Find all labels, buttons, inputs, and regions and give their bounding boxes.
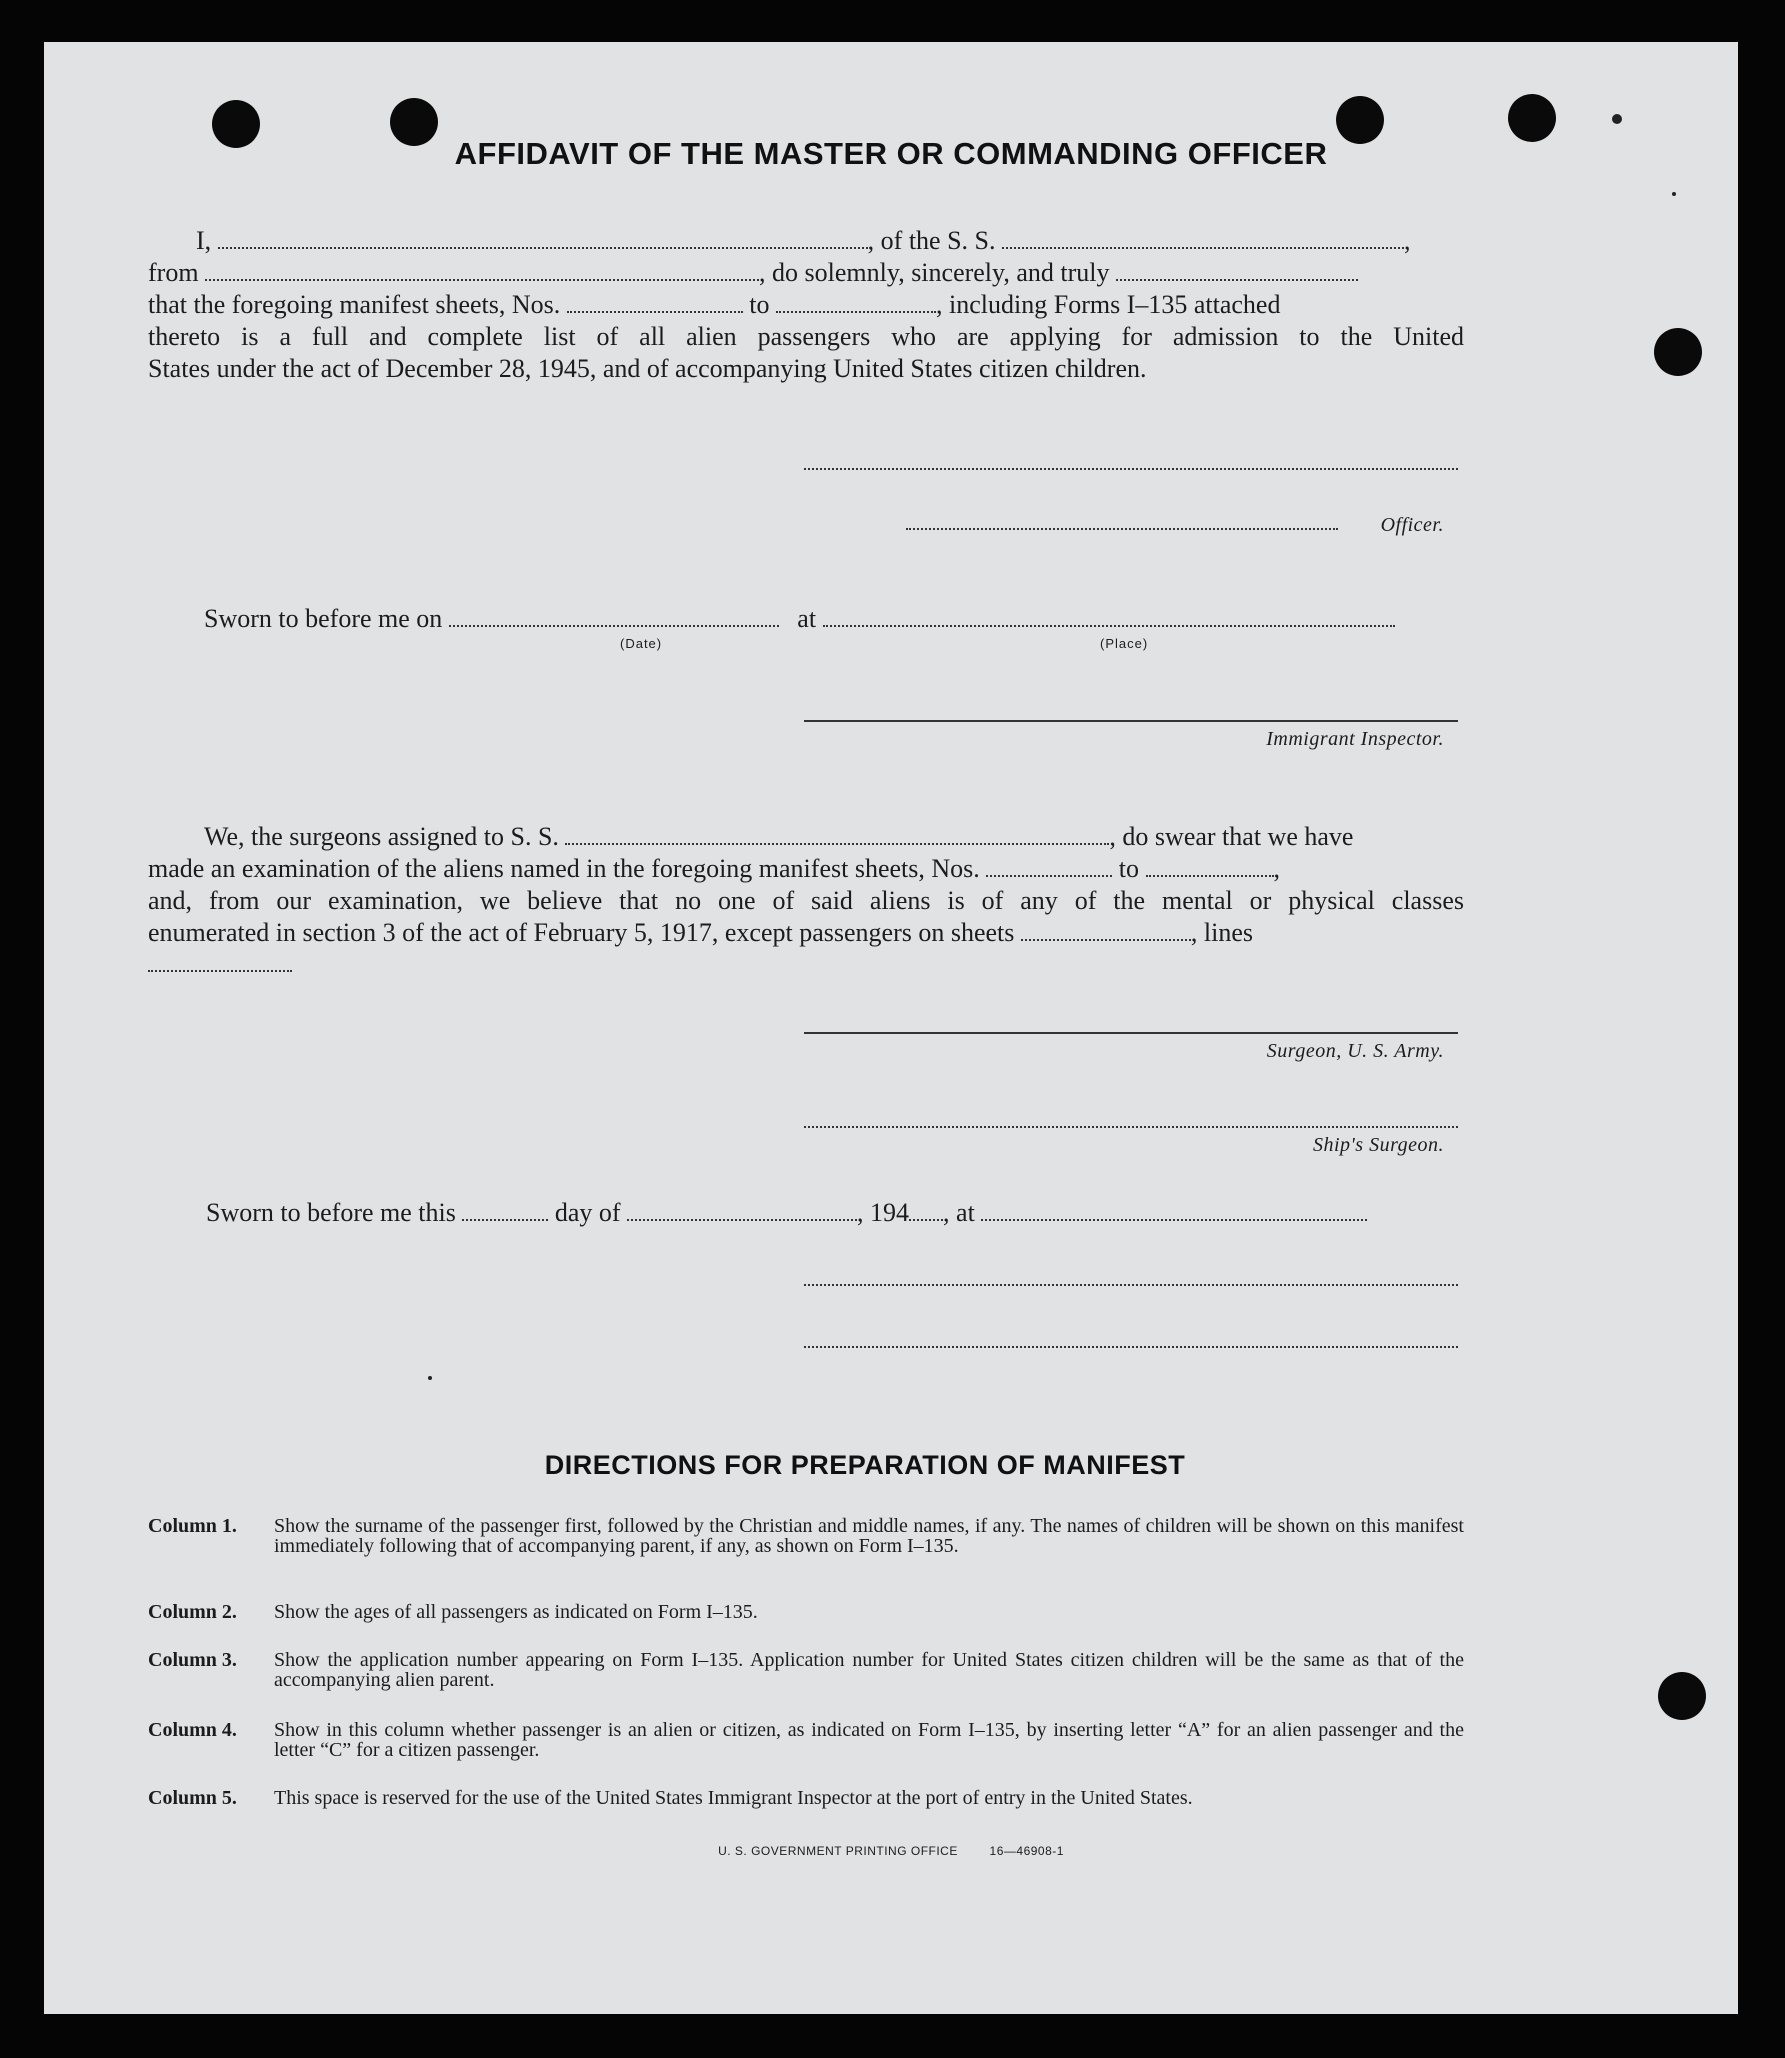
affidavit-line-5: States under the act of December 28, 1945, and of accompanying United States citizen children. bbox=[148, 354, 1147, 383]
sworn-month-field[interactable] bbox=[627, 1199, 857, 1221]
date-label: (Date) bbox=[620, 636, 663, 651]
inspector2-title-line[interactable] bbox=[804, 1346, 1458, 1348]
document-page bbox=[44, 42, 1738, 2014]
speck bbox=[428, 1376, 432, 1380]
direction-item-column-5: Column 5. This space is reserved for the use of the United States Immigrant Inspector at the port of entry in the United States. bbox=[148, 1787, 1193, 1809]
direction-item-column-1: Column 1. Show the surname of the passenger first, followed by the Christian and middle names, if any. The names of children will be shown on this manifest immediately following that of accompanying parent, if any, as shown on Form I–135. bbox=[148, 1515, 1464, 1557]
sworn-line-1: Sworn to before me on at bbox=[204, 604, 1395, 634]
affidavit-line-2: from , do solemnly, sincerely, and truly bbox=[148, 258, 1358, 288]
surgeon-line-4: enumerated in section 3 of the act of February 5, 1917, except passengers on sheets , lines bbox=[148, 918, 1254, 947]
direction-item-column-2: Column 2. Show the ages of all passengers as indicated on Form I–135. bbox=[148, 1601, 758, 1623]
printing-footer: U. S. GOVERNMENT PRINTING OFFICE 16—46908-1 bbox=[718, 1844, 1064, 1858]
sworn-year-field[interactable] bbox=[909, 1199, 943, 1221]
oath-field[interactable] bbox=[1116, 259, 1358, 281]
army-caption: Surgeon, U. S. Army. bbox=[1266, 1040, 1444, 1062]
punch-hole bbox=[1508, 94, 1556, 142]
from-field[interactable] bbox=[205, 259, 759, 281]
directions-heading: DIRECTIONS FOR PREPARATION OF MANIFEST bbox=[544, 1450, 1186, 1480]
affidavit-line-4: thereto is a full and complete list of all alien passengers who are applying for admission to the United bbox=[148, 322, 1464, 351]
sworn-line-2: Sworn to before me this day of , 194 , at bbox=[206, 1198, 1367, 1228]
surgeon-line-3: and, from our examination, we believe that no one of said aliens is of any of the mental or physical classes bbox=[148, 886, 1464, 915]
surgeon-line-1: We, the surgeons assigned to S. S. , do swear that we have bbox=[204, 822, 1354, 851]
sworn-day-field[interactable] bbox=[462, 1199, 548, 1221]
officer-caption: Officer. bbox=[1380, 514, 1444, 536]
ship-surgeon-signature-line[interactable] bbox=[804, 1126, 1458, 1128]
master-signature-line[interactable] bbox=[804, 468, 1458, 470]
surgeon-sheet-to-field[interactable] bbox=[1146, 855, 1274, 877]
direction-item-column-3: Column 3. Show the application number appearing on Form I–135. Application number for United States citizen children will be the same as that of the accompanying alien parent. bbox=[148, 1649, 1464, 1691]
name-field[interactable] bbox=[218, 227, 868, 249]
place-label: (Place) bbox=[1100, 636, 1149, 651]
sheet-to-field[interactable] bbox=[776, 291, 936, 313]
inspector2-signature-line[interactable] bbox=[804, 1284, 1458, 1286]
sworn-place-field[interactable] bbox=[823, 605, 1395, 627]
inspector-signature-line[interactable] bbox=[804, 720, 1458, 722]
sheet-from-field[interactable] bbox=[567, 291, 743, 313]
ship-surgeon-caption: Ship's Surgeon. bbox=[1312, 1134, 1444, 1156]
page-title: AFFIDAVIT OF THE MASTER OR COMMANDING OFFICER bbox=[454, 136, 1328, 171]
sworn-date-field[interactable] bbox=[449, 605, 779, 627]
surgeon-sheet-from-field[interactable] bbox=[986, 855, 1112, 877]
speck bbox=[1672, 192, 1676, 196]
punch-hole bbox=[1658, 1672, 1706, 1720]
affidavit-line-3: that the foregoing manifest sheets, Nos. to , including Forms I–135 attached bbox=[148, 290, 1281, 319]
inspector-caption: Immigrant Inspector. bbox=[1266, 728, 1444, 750]
lines-field[interactable] bbox=[148, 970, 292, 972]
speck bbox=[1612, 114, 1622, 124]
surgeon-line-2: made an examination of the aliens named in the foregoing manifest sheets, Nos. to , bbox=[148, 854, 1280, 883]
army-signature-line[interactable] bbox=[804, 1032, 1458, 1034]
direction-item-column-4: Column 4. Show in this column whether passenger is an alien or citizen, as indicated on Form I–135, by inserting letter “A” for an alien passenger and the letter “C” for a citizen passenger. bbox=[148, 1719, 1464, 1761]
affidavit-line-1: I, , of the S. S. , bbox=[196, 226, 1411, 255]
ship-field[interactable] bbox=[1002, 227, 1404, 249]
except-sheets-field[interactable] bbox=[1021, 919, 1191, 941]
punch-hole bbox=[1654, 328, 1702, 376]
surgeon-ship-field[interactable] bbox=[565, 823, 1109, 845]
sworn-at-field[interactable] bbox=[981, 1199, 1367, 1221]
